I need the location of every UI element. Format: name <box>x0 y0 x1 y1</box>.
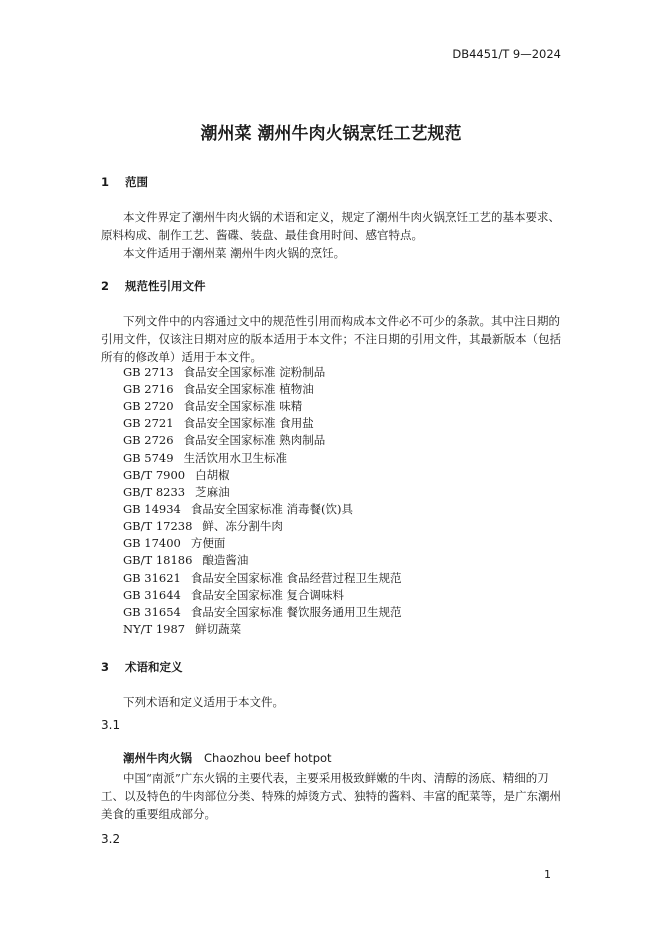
reference-code: GB 2720 <box>123 399 174 413</box>
section-heading-scope <box>101 174 148 190</box>
section-title: 范围 <box>125 175 148 189</box>
text-line: 美食的重要组成部分。 <box>101 807 216 821</box>
term-chinese: 潮州牛肉火锅 <box>123 751 192 765</box>
reference-code: GB 31621 <box>123 571 181 585</box>
reference-item <box>123 621 241 637</box>
reference-title: 芝麻油 <box>195 485 230 499</box>
term-definition <box>101 769 565 823</box>
reference-item <box>123 467 230 483</box>
document-code: DB4451/T 9—2024 <box>452 47 561 61</box>
reference-code: GB 31644 <box>123 588 181 602</box>
reference-title: 食品安全国家标准 植物油 <box>183 382 314 396</box>
reference-title: 食品安全国家标准 复合调味料 <box>190 588 345 602</box>
term-number: 3.1 <box>101 718 121 732</box>
text-line: 中国“南派”广东火锅的主要代表，主要采用极致鲜嫩的牛肉、清醇的汤底、精细的刀 <box>123 771 549 785</box>
section-heading-normative <box>101 278 206 294</box>
reference-code: GB/T 17238 <box>123 519 193 533</box>
reference-code: GB 2726 <box>123 433 174 447</box>
reference-title: 鲜切蔬菜 <box>195 622 242 636</box>
reference-code: GB/T 18186 <box>123 553 193 567</box>
term-entry <box>123 750 332 766</box>
reference-code: GB 2716 <box>123 382 174 396</box>
reference-title: 方便面 <box>190 536 226 550</box>
text-line: 原料构成、制作工艺、酱碟、装盘、最佳食用时间、感官特点。 <box>101 228 423 242</box>
reference-item <box>123 415 314 431</box>
text-line: 工、以及特色的牛肉部位分类、特殊的焯烫方式、独特的酱料、丰富的配菜等，是广东潮州 <box>101 789 561 803</box>
reference-code: GB 14934 <box>123 502 181 516</box>
section-number: 3 <box>101 660 110 674</box>
text-line: 下列文件中的内容通过文中的规范性引用而构成本文件必不可少的条款。其中注日期的 <box>123 314 560 328</box>
reference-title: 食品安全国家标准 消毒餐(饮)具 <box>190 502 354 516</box>
section-number: 1 <box>101 175 110 189</box>
text-line: 下列术语和定义适用于本文件。 <box>123 695 284 709</box>
page-title: 潮州菜 潮州牛肉火锅烹饪工艺规范 <box>200 124 462 144</box>
reference-title: 食品安全国家标准 味精 <box>183 399 303 413</box>
reference-item <box>123 570 402 586</box>
reference-title: 食品安全国家标准 淀粉制品 <box>183 365 326 379</box>
reference-item <box>123 484 230 500</box>
reference-code: GB/T 7900 <box>123 468 186 482</box>
reference-item <box>123 552 248 568</box>
reference-title: 食品安全国家标准 熟肉制品 <box>183 433 326 447</box>
reference-title: 食品安全国家标准 食用盐 <box>183 416 314 430</box>
reference-title: 鲜、冻分割牛肉 <box>202 519 283 533</box>
terms-intro <box>101 693 565 711</box>
reference-code: GB/T 8233 <box>123 485 186 499</box>
reference-title: 白胡椒 <box>195 468 230 482</box>
reference-item <box>123 398 302 414</box>
text-line: 本文件适用于潮州菜 潮州牛肉火锅的烹饪。 <box>123 246 346 260</box>
reference-item <box>123 518 283 534</box>
reference-code: GB 5749 <box>123 451 174 465</box>
reference-code: GB 2713 <box>123 365 174 379</box>
reference-item <box>123 364 325 380</box>
reference-code: GB 31654 <box>123 605 181 619</box>
reference-title: 生活饮用水卫生标准 <box>183 451 288 465</box>
section-title: 规范性引用文件 <box>125 279 206 293</box>
section-heading-terms <box>101 659 183 675</box>
reference-code: GB 2721 <box>123 416 174 430</box>
term-english: Chaozhou beef hotpot <box>204 751 332 765</box>
scope-paragraph <box>101 208 565 262</box>
section-number: 2 <box>101 279 110 293</box>
reference-item <box>123 604 402 620</box>
reference-item <box>123 432 325 448</box>
reference-item <box>123 535 225 551</box>
text-line: 引用文件，仅该注日期对应的版本适用于本文件；不注日期的引用文件，其最新版本（包括 <box>101 332 561 346</box>
reference-item <box>123 381 314 397</box>
reference-item <box>123 587 344 603</box>
reference-code: GB 17400 <box>123 536 181 550</box>
text-line: 本文件界定了潮州牛肉火锅的术语和定义，规定了潮州牛肉火锅烹饪工艺的基本要求、 <box>123 210 560 224</box>
reference-code: NY/T 1987 <box>123 622 186 636</box>
text-line: 所有的修改单）适用于本文件。 <box>101 350 262 364</box>
section-title: 术语和定义 <box>125 660 183 674</box>
reference-title: 食品安全国家标准 食品经营过程卫生规范 <box>190 571 402 585</box>
reference-title: 酿造酱油 <box>202 553 249 567</box>
term-number: 3.2 <box>101 832 121 846</box>
page-number: 1 <box>544 868 551 881</box>
normative-intro <box>101 312 565 366</box>
reference-title: 食品安全国家标准 餐饮服务通用卫生规范 <box>190 605 402 619</box>
reference-item <box>123 450 287 466</box>
reference-item <box>123 501 353 517</box>
